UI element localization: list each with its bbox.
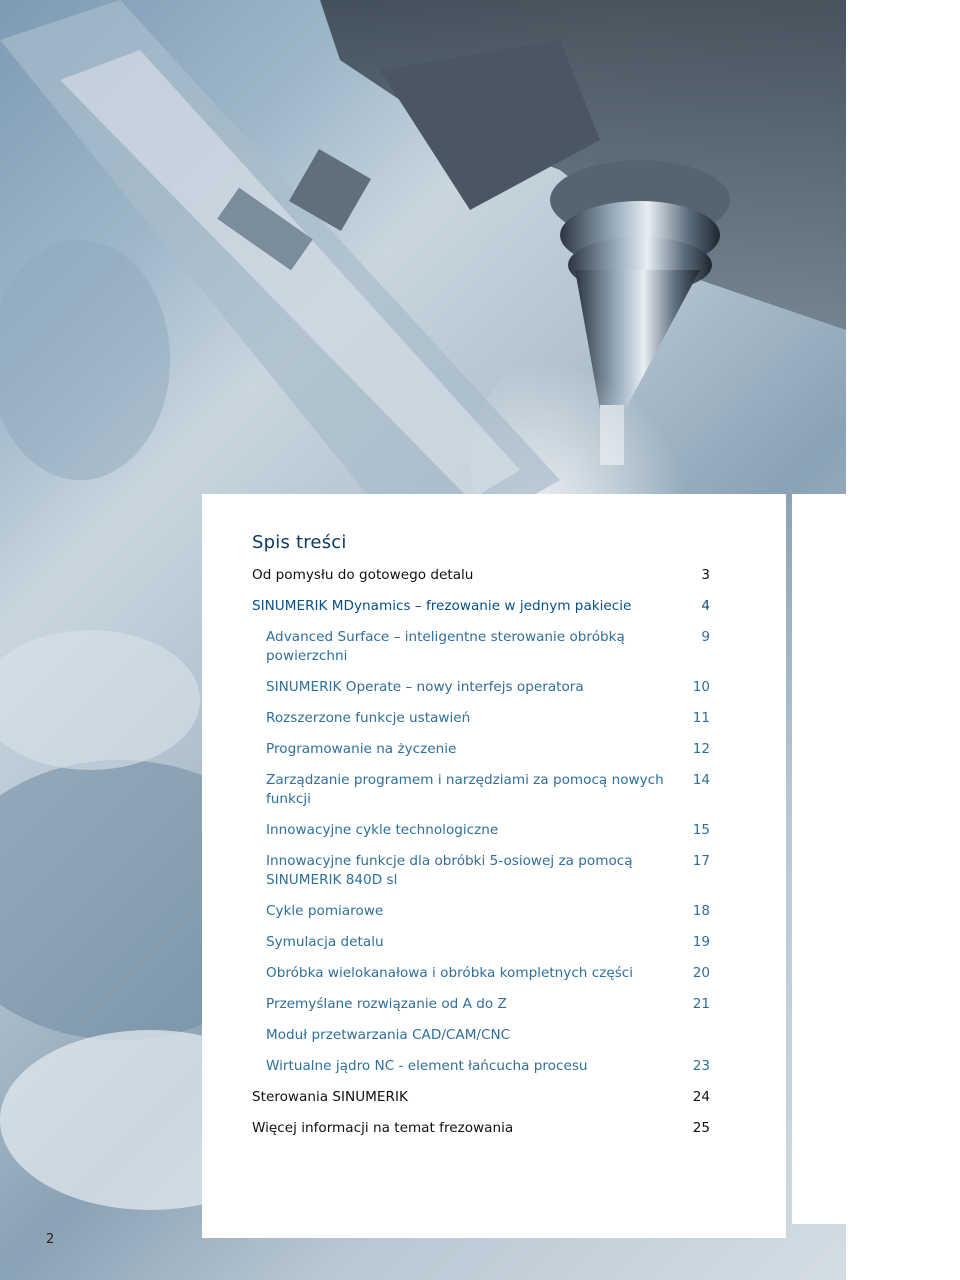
toc-entry-page: 11 xyxy=(692,710,710,726)
toc-entry[interactable] xyxy=(252,964,710,983)
page-number: 2 xyxy=(46,1232,55,1247)
toc-entry-page: 25 xyxy=(692,1120,710,1136)
toc-entry-page: 14 xyxy=(692,772,710,788)
toc-entry-label: Zarządzanie programem i narzędziami za pomocą nowych funkcji xyxy=(266,772,664,807)
toc-entry-label: Więcej informacji na temat frezowania xyxy=(252,1120,514,1136)
toc-entry[interactable] xyxy=(252,852,710,890)
toc-entry-page: 3 xyxy=(701,567,710,583)
toc-entry-label: SINUMERIK Operate – nowy interfejs operatora xyxy=(266,679,584,695)
toc-entry[interactable] xyxy=(252,709,710,728)
toc-entry-label: Sterowania SINUMERIK xyxy=(252,1089,408,1105)
toc-entry-page: 12 xyxy=(692,741,710,757)
toc-entry-page: 10 xyxy=(692,679,710,695)
toc-entry-label: Moduł przetwarzania CAD/CAM/CNC xyxy=(266,1027,511,1043)
toc-entry-label: Przemyślane rozwiązanie od A do Z xyxy=(266,996,507,1012)
toc-entry-label: Symulacja detalu xyxy=(266,934,384,950)
toc-entry-label: Cykle pomiarowe xyxy=(266,903,384,919)
toc-entry-label: Programowanie na życzenie xyxy=(266,741,457,757)
toc-entry-page: 17 xyxy=(692,853,710,869)
toc-entry-page: 21 xyxy=(692,996,710,1012)
toc-entry[interactable] xyxy=(252,1026,710,1045)
toc-list xyxy=(252,566,710,1150)
toc-entry[interactable] xyxy=(252,933,710,952)
toc-entry[interactable] xyxy=(252,1119,710,1138)
toc-title: Spis treści xyxy=(252,532,347,553)
toc-entry[interactable] xyxy=(252,740,710,759)
toc-entry[interactable] xyxy=(252,995,710,1014)
toc-entry-label: Rozszerzone funkcje ustawień xyxy=(266,710,471,726)
toc-entry-page: 20 xyxy=(692,965,710,981)
toc-entry[interactable] xyxy=(252,902,710,921)
toc-entry-page: 23 xyxy=(692,1058,710,1074)
toc-entry[interactable] xyxy=(252,628,710,666)
toc-entry[interactable] xyxy=(252,678,710,697)
toc-entry-label: Innowacyjne cykle technologiczne xyxy=(266,822,499,838)
toc-entry-label: Advanced Surface – inteligentne sterowanie obróbką powierzchni xyxy=(266,629,625,664)
toc-entry[interactable] xyxy=(252,771,710,809)
toc-entry-page: 9 xyxy=(701,629,710,645)
toc-entry-page: 24 xyxy=(692,1089,710,1105)
toc-entry[interactable] xyxy=(252,566,710,585)
toc-entry-label: SINUMERIK MDynamics – frezowanie w jednym pakiecie xyxy=(252,598,632,614)
toc-entry[interactable] xyxy=(252,821,710,840)
toc-entry-label: Obróbka wielokanałowa i obróbka kompletnych części xyxy=(266,965,634,981)
toc-entry[interactable] xyxy=(252,1057,710,1076)
toc-entry-page: 19 xyxy=(692,934,710,950)
toc-entry[interactable] xyxy=(252,1088,710,1107)
toc-entry-label: Od pomysłu do gotowego detalu xyxy=(252,567,474,583)
toc-entry-page: 4 xyxy=(701,598,710,614)
toc-entry[interactable] xyxy=(252,597,710,616)
table-of-contents-panel xyxy=(202,494,786,1238)
toc-entry-page: 18 xyxy=(692,903,710,919)
toc-entry-label: Innowacyjne funkcje dla obróbki 5-osiowej za pomocą SINUMERIK 840D sl xyxy=(266,853,633,888)
toc-entry-page: 15 xyxy=(692,822,710,838)
toc-entry-label: Wirtualne jądro NC - element łańcucha procesu xyxy=(266,1058,588,1074)
right-white-panel xyxy=(792,494,960,1224)
